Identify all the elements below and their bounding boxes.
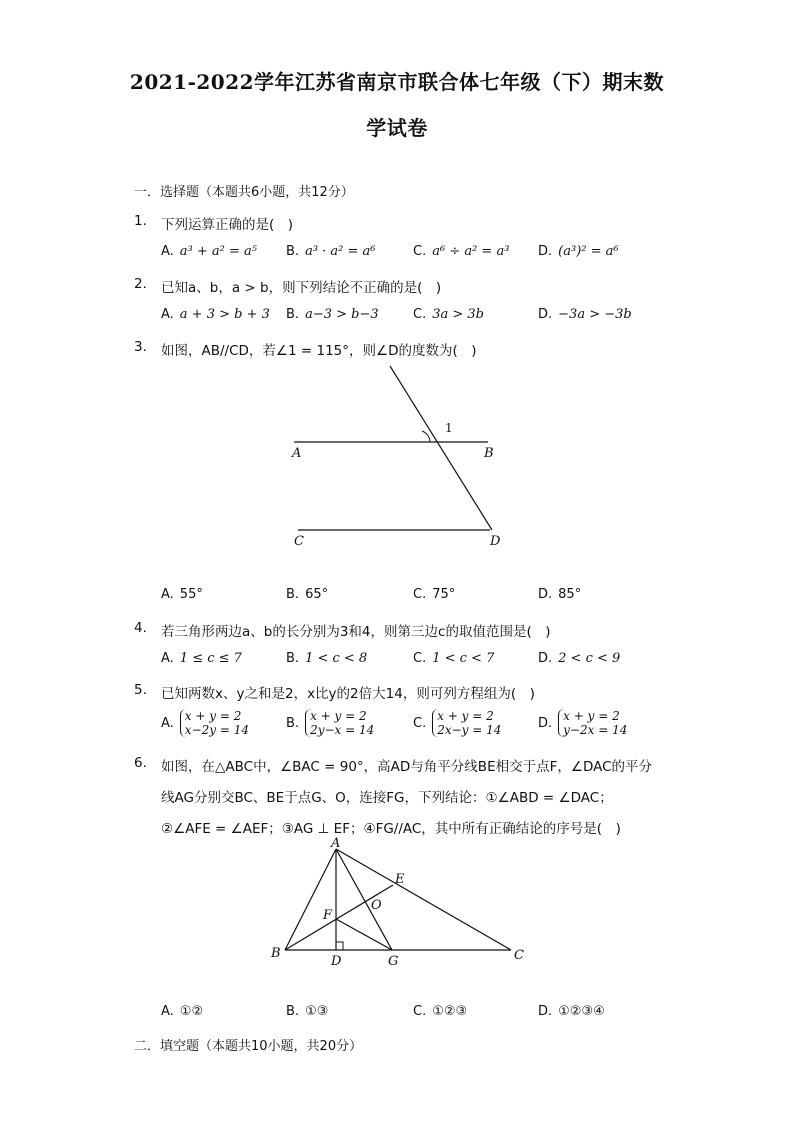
question-stem: 若三角形两边a、b的长分别为3和4，则第三边c的取值范围是( ): [161, 624, 551, 640]
option-a[interactable]: [161, 307, 270, 322]
option-d[interactable]: [538, 1004, 605, 1019]
option-b[interactable]: [286, 587, 328, 602]
option-b[interactable]: [286, 1004, 328, 1019]
question-6-options: [161, 1004, 681, 1026]
equation-2: x−2y = 14: [184, 723, 249, 737]
option-text: 65°: [305, 587, 329, 602]
label-c: C: [294, 534, 304, 549]
question-stem: 下列运算正确的是( ): [161, 217, 294, 233]
section-fill-heading: 二．填空题（本题共10小题，共20分）: [134, 1039, 363, 1054]
question-2-options: [161, 307, 681, 329]
option-label: D.: [538, 651, 553, 666]
option-d[interactable]: [538, 709, 627, 737]
equation-2: 2y−x = 14: [310, 723, 375, 737]
segment-ac: [336, 849, 511, 950]
option-label: D.: [538, 1004, 553, 1019]
equation-1: x + y = 2: [437, 709, 494, 723]
option-label: C.: [413, 1004, 427, 1019]
figure-triangle-abc: [265, 835, 535, 970]
label-d: D: [490, 534, 501, 549]
option-text: 55°: [179, 587, 203, 602]
label-a: A: [292, 446, 302, 461]
option-text: a³ + a² = a⁵: [179, 244, 257, 259]
option-text: a⁶ ÷ a² = a³: [432, 244, 510, 259]
question-number: 5.: [134, 682, 147, 698]
label-a: A: [331, 836, 341, 851]
option-text: 75°: [432, 587, 456, 602]
option-label: A.: [161, 307, 174, 322]
angle-1-arc: [422, 431, 430, 442]
line-transversal: [390, 366, 492, 530]
question-3-options: [161, 587, 681, 609]
option-c[interactable]: [413, 587, 455, 602]
equation-system: [558, 709, 627, 737]
equation-1: x + y = 2: [184, 709, 242, 723]
option-label: B.: [286, 715, 300, 731]
question-stem: 已知两数x、y之和是2，x比y的2倍大14，则可列方程组为( ): [161, 686, 535, 702]
question-number: 6.: [134, 755, 147, 771]
option-b[interactable]: [286, 307, 379, 322]
label-b: B: [484, 446, 494, 461]
label-angle-1: 1: [445, 421, 453, 435]
option-d[interactable]: [538, 307, 632, 322]
label-e: E: [395, 872, 405, 887]
label-f: F: [323, 908, 333, 923]
option-label: B.: [286, 651, 300, 666]
question-5-options: [161, 709, 681, 741]
option-label: B.: [286, 307, 300, 322]
option-label: C.: [413, 651, 427, 666]
option-text: ①②: [179, 1004, 204, 1019]
option-c[interactable]: [413, 244, 509, 259]
option-text: 1 ≤ c ≤ 7: [179, 651, 242, 666]
option-label: A.: [161, 715, 174, 731]
option-label: C.: [413, 715, 427, 731]
equation-system: [305, 709, 374, 737]
question-number: 4.: [134, 620, 147, 636]
equation-system: [432, 709, 501, 737]
question-1-options: [161, 244, 681, 266]
label-c: C: [514, 948, 524, 963]
option-label: B.: [286, 587, 300, 602]
question-stem: 如图，AB//CD，若∠1 = 115°，则∠D的度数为( ): [161, 343, 477, 359]
label-o: O: [371, 898, 382, 913]
figure-parallel-lines: [280, 360, 520, 560]
question-stem: 如图，在△ABC中，∠BAC = 90°，高AD与角平分线BE相交于点F，∠DAC的平分: [161, 759, 653, 775]
label-b: B: [271, 946, 281, 961]
equation-1: x + y = 2: [563, 709, 620, 723]
option-label: A.: [161, 651, 174, 666]
label-d: D: [331, 954, 342, 969]
option-label: A.: [161, 587, 174, 602]
option-label: A.: [161, 244, 174, 259]
option-label: B.: [286, 244, 300, 259]
option-a[interactable]: [161, 709, 249, 737]
label-g: G: [388, 954, 399, 969]
option-label: C.: [413, 587, 427, 602]
option-text: a−3 > b−3: [305, 307, 379, 322]
option-label: A.: [161, 1004, 174, 1019]
option-a[interactable]: [161, 587, 203, 602]
option-text: 3a > 3b: [432, 307, 484, 322]
option-text: ①②③④: [558, 1004, 605, 1019]
option-text: a³ · a² = a⁶: [305, 244, 376, 259]
option-text: 1 < c < 7: [432, 651, 495, 666]
option-c[interactable]: [413, 709, 501, 737]
option-c[interactable]: [413, 307, 484, 322]
option-label: D.: [538, 307, 553, 322]
option-text: 85°: [558, 587, 582, 602]
option-a[interactable]: [161, 651, 242, 666]
option-b[interactable]: [286, 651, 367, 666]
option-a[interactable]: [161, 244, 257, 259]
exam-title-line2: 学试卷: [366, 116, 428, 140]
option-text: 1 < c < 8: [305, 651, 368, 666]
option-label: C.: [413, 307, 427, 322]
option-label: D.: [538, 244, 553, 259]
option-c[interactable]: [413, 1004, 467, 1019]
option-text: −3a > −3b: [558, 307, 632, 322]
option-b[interactable]: [286, 709, 374, 737]
question-4-options: [161, 651, 681, 673]
right-angle-mark: [336, 942, 343, 950]
option-a[interactable]: [161, 1004, 203, 1019]
equation-2: y−2x = 14: [563, 723, 628, 737]
option-c[interactable]: [413, 651, 494, 666]
option-label: D.: [538, 715, 553, 731]
option-b[interactable]: [286, 244, 376, 259]
equation-1: x + y = 2: [310, 709, 367, 723]
question-6-stem-line2: 线AG分别交BC、BE于点G、O，连接FG，下列结论：①∠ABD = ∠DAC；: [161, 790, 613, 806]
equation-2: 2x−y = 14: [437, 723, 502, 737]
question-number: 2.: [134, 276, 147, 292]
option-text: (a³)² = a⁶: [558, 244, 619, 259]
option-text: a + 3 > b + 3: [179, 307, 270, 322]
option-label: B.: [286, 1004, 300, 1019]
question-number: 3.: [134, 339, 147, 355]
option-text: 2 < c < 9: [558, 651, 621, 666]
exam-title-line1: 2021-2022学年江苏省南京市联合体七年级（下）期末数: [129, 70, 665, 94]
equation-system: [180, 709, 249, 737]
option-label: C.: [413, 244, 427, 259]
option-d[interactable]: [538, 244, 619, 259]
section-choice-heading: 一．选择题（本题共6小题，共12分）: [134, 185, 354, 200]
option-d[interactable]: [538, 587, 581, 602]
question-6-stem-line3: ②∠AFE = ∠AEF；③AG ⊥ EF；④FG//AC，其中所有正确结论的序号是( ): [161, 821, 621, 837]
option-text: ①③: [305, 1004, 329, 1019]
question-number: 1.: [134, 213, 147, 229]
option-label: D.: [538, 587, 553, 602]
option-text: ①②③: [432, 1004, 468, 1019]
option-d[interactable]: [538, 651, 620, 666]
question-stem: 已知a、b，a > b，则下列结论不正确的是( ): [161, 280, 442, 296]
